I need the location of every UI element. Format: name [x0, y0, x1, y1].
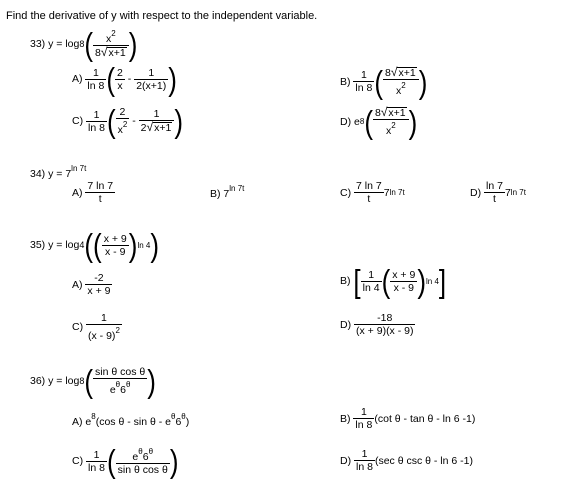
q35-option-a[interactable]: A) $\frac{-2}{x + 9}$ [72, 272, 111, 297]
q35-question: 35) y = log 4 ( ( $\frac{x + 9}{x - 9}$ ) ln 4 ) [30, 226, 160, 264]
q33-option-d[interactable]: D) e 8 ( $\frac{8√x+1}{x^2}$ ) [340, 102, 418, 141]
q35-number: 35) [30, 239, 46, 251]
option-label: C) [72, 321, 84, 333]
q33-question [30, 24, 138, 63]
option-label: C) [72, 455, 84, 467]
option-label: C) [72, 115, 84, 127]
q34-option-b[interactable]: B) $7^{ln 7t}$ [210, 184, 245, 200]
q33-fraction: $\frac{x^2}{8√x+1}$ [93, 28, 129, 59]
option-label: D) [340, 454, 352, 467]
option-label: D) [470, 186, 482, 199]
q36-option-b[interactable]: B) $\frac{1}{\ln 8}$ (cot θ - tan θ - ln 6 -1) [340, 406, 476, 431]
option-label: A) [72, 416, 83, 428]
instructions: Find the derivative of y with respect to the independent variable. [6, 10, 318, 22]
option-label: D) [340, 115, 352, 128]
q34-number: 34) [30, 168, 46, 180]
q36-option-c[interactable]: C) $\frac{1}{\ln 8}$ ( $\frac{e^\theta 6^\theta}{\text{sin θ cos θ}}$ ) [72, 442, 179, 480]
q33-y-eq: y = log [48, 37, 80, 50]
q33-option-c[interactable]: C) $\frac{1}{\ln 8}$ ( $\frac{2}{x^2}$ - $\frac{1}{2√x+1}$ ) [72, 102, 184, 140]
option-label: B) [210, 188, 221, 200]
q36-question: 36) y = log 8 ( $\frac{\text{sin θ cos θ}}{e^\theta 6^\theta}$ ) [30, 362, 156, 400]
q33-log-base: 8 [79, 38, 85, 49]
q34-option-c[interactable]: C) $\frac{7 \ln 7}{t}$ 7 ln 7t [340, 180, 405, 205]
option-label: C) [340, 186, 352, 199]
option-label: A) [72, 278, 83, 291]
option-label: B) [340, 275, 351, 287]
q34-option-d[interactable]: D) $\frac{\ln 7}{t}$ 7 ln 7t [470, 180, 526, 205]
q36-option-d[interactable]: D) $\frac{1}{\ln 8}$ (sec θ csc θ - ln 6 -1) [340, 448, 473, 473]
option-label: D) [340, 318, 352, 331]
q33-option-a[interactable]: A) $\frac{1}{\ln 8}$ ( $\frac{2}{x}$ - $\frac{1}{2(x+1)}$ ) [72, 60, 177, 98]
coef-fraction: $\frac{1}{\ln 8}$ [87, 66, 105, 92]
q33-paren-right: ) [128, 24, 138, 63]
q36-number: 36) [30, 375, 46, 387]
q35-option-b[interactable]: B) [ $\frac{1}{\ln 4}$ ( $\frac{x + 9}{x - 9}$ ) ln 4 ] [340, 262, 447, 300]
q33-number: 33) [30, 37, 46, 50]
option-label: A) [72, 186, 83, 199]
q34-question: 34) $y = 7^{ln 7t}$ [30, 164, 87, 180]
q33-paren-left: ( [84, 24, 94, 63]
q34-option-a[interactable]: A) $\frac{7 \ln 7}{t}$ [72, 180, 114, 205]
q33-option-b[interactable]: B) $\frac{1}{\ln 8}$ ( $\frac{8√x+1}{x^2}$ ) [340, 62, 428, 101]
option-label: B) [340, 75, 351, 88]
option-label: A) [72, 73, 83, 85]
q35-option-d[interactable]: D) $\frac{-18}{(x + 9)(x - 9)}$ [340, 312, 414, 337]
option-label: B) [340, 412, 351, 425]
q36-option-a[interactable]: A) $e^8(\cos$ θ - sin θ - $e^\theta 6^\theta$) [72, 412, 190, 428]
q35-option-c[interactable]: C) $\frac{1}{(x - 9)^2}$ [72, 312, 120, 342]
